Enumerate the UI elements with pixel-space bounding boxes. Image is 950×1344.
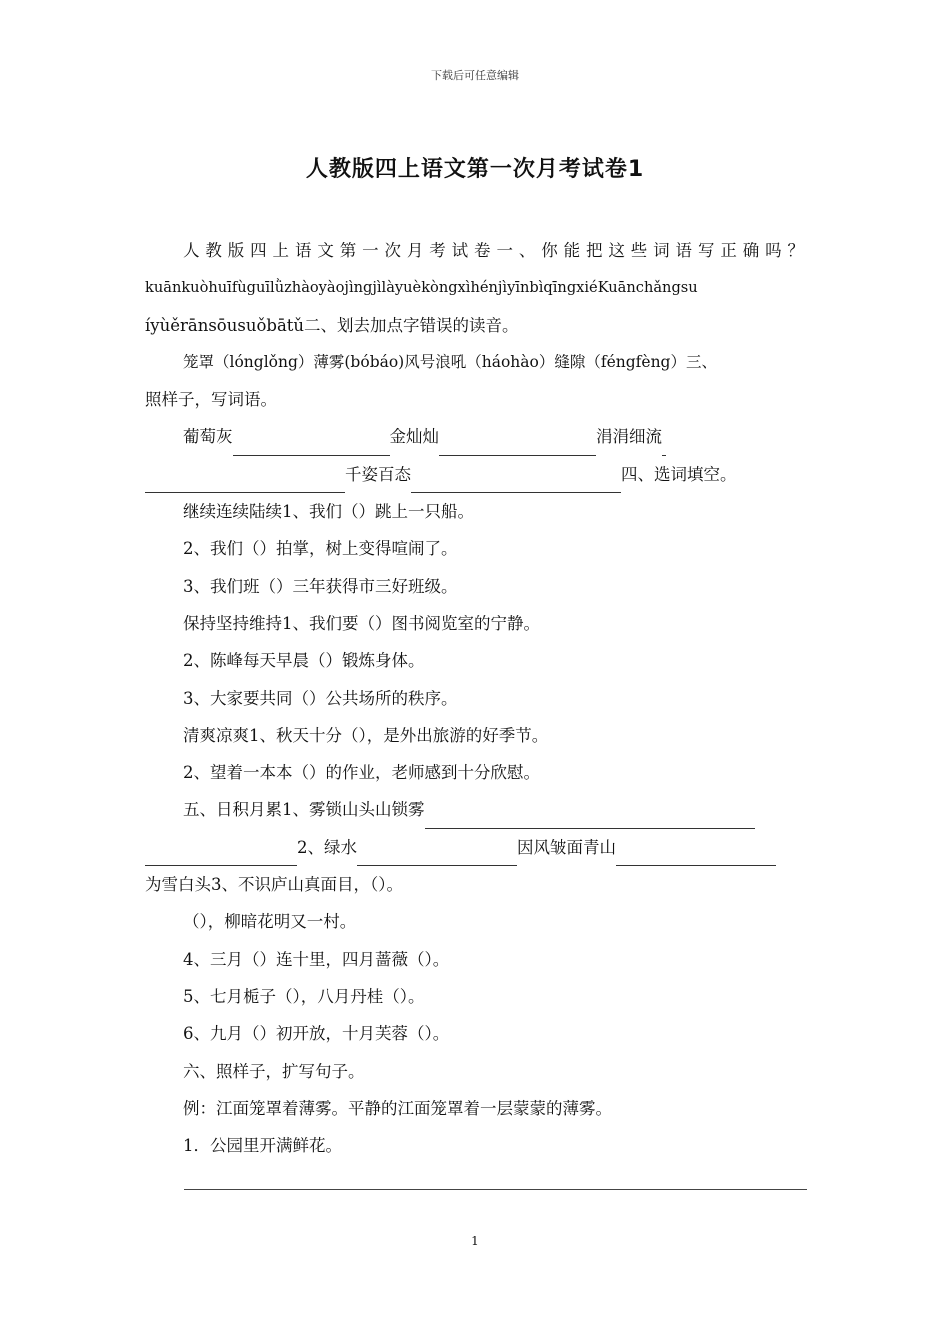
fill-blank-line [145, 418, 807, 455]
word-label: 涓涓细流 [596, 427, 662, 447]
blank-field[interactable] [233, 433, 390, 456]
blank-field[interactable] [439, 433, 596, 456]
text-line: 笼罩（lónglǒng）薄雾(bóbáo)风号浪吼（háohào）缝隙（féngfèng）三、 [183, 352, 717, 371]
blank-field[interactable] [425, 806, 755, 829]
text-line: 例：江面笼罩着薄雾。平静的江面笼罩着一层蒙蒙的薄雾。 [183, 1098, 612, 1118]
text-line: 3、大家要共同（）公共场所的秩序。 [183, 688, 458, 708]
page-number: 1 [471, 1234, 479, 1248]
text-line: íyùěrānsōusuǒbātǔ二、划去加点字错误的读音。 [145, 315, 519, 335]
blank-field[interactable] [411, 470, 621, 493]
blank-field[interactable] [662, 433, 666, 456]
text-line: 继续连续陆续1、我们（）跳上一只船。 [183, 502, 474, 522]
fill-blank-line [145, 829, 807, 866]
answer-line[interactable] [184, 1189, 807, 1190]
word-label: 金灿灿 [389, 427, 439, 447]
text-line: 为雪白头3、不识庐山真面目，（）。 [145, 875, 403, 895]
text-line: （），柳暗花明又一村。 [183, 912, 357, 932]
text-line: 保持坚持维持1、我们要（）图书阅览室的宁静。 [183, 613, 540, 633]
text-line: 2、望着一本本（）的作业，老师感到十分欣慰。 [183, 763, 540, 783]
text-line: 2、陈峰每天早晨（）锻炼身体。 [183, 651, 425, 671]
document-body [145, 232, 807, 1164]
blank-field[interactable] [357, 843, 517, 866]
text-line: 1．公园里开满鲜花。 [183, 1136, 342, 1156]
text-line: 3、我们班（）三年获得市三好班级。 [183, 576, 458, 596]
text-segment: 2、绿水 [297, 837, 357, 857]
text-line: 人教版四上语文第一次月考试卷一、你能把这些词语写正确吗？ [183, 241, 807, 260]
header-note: 下载后可任意编辑 [431, 69, 519, 82]
document-title: 人教版四上语文第一次月考试卷1 [305, 157, 645, 182]
fill-blank-line [145, 791, 807, 828]
text-line: 清爽凉爽1、秋天十分（），是外出旅游的好季节。 [183, 725, 549, 745]
word-label: 千姿百态 [345, 464, 411, 484]
text-segment: 五、日积月累1、雾锁山头山锁雾 [183, 800, 425, 820]
text-segment: 因风皱面青山 [517, 837, 616, 857]
text-line: 6、九月（）初开放，十月芙蓉（）。 [183, 1024, 450, 1044]
text-segment: 四、选词填空。 [621, 464, 737, 484]
blank-field[interactable] [145, 843, 297, 866]
blank-field[interactable] [616, 843, 776, 866]
text-line: 六、照样子，扩写句子。 [183, 1061, 365, 1081]
text-line: 5、七月栀子（），八月丹桂（）。 [183, 986, 425, 1006]
word-label: 葡萄灰 [183, 427, 233, 447]
pinyin-line: kuānkuòhuīfùguīlǜzhàoyàojìngjìlàyuèkòngxìhénjìyīnbìqīngxiéKuānchǎngsu [145, 279, 698, 297]
fill-blank-line [145, 456, 807, 493]
blank-field[interactable] [145, 470, 345, 493]
text-line: 照样子，写词语。 [145, 390, 277, 410]
text-line: 2、我们（）拍掌，树上变得喧闹了。 [183, 539, 458, 559]
text-line: 4、三月（）连十里，四月蔷薇（）。 [183, 949, 450, 969]
